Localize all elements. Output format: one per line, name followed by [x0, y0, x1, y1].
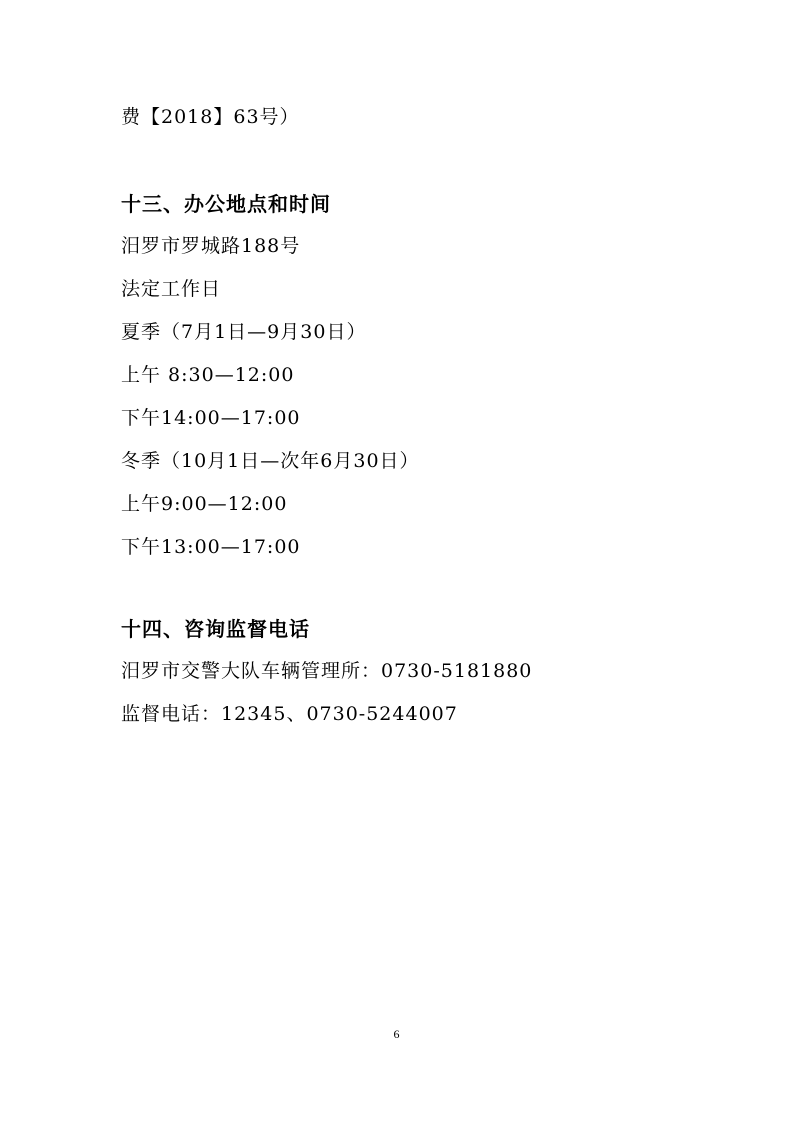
intro-continuation-text: 费【2018】63号） — [121, 106, 300, 128]
supervision-phone: 监督电话：12345、0730-5244007 — [121, 703, 458, 725]
winter-morning-hours: 上午9:00—12:00 — [121, 493, 288, 515]
office-workdays: 法定工作日 — [121, 278, 222, 300]
consultation-phone: 汨罗市交警大队车辆管理所：0730-5181880 — [121, 660, 533, 682]
summer-afternoon-hours: 下午14:00—17:00 — [121, 407, 301, 429]
section-13-heading: 十三、办公地点和时间 — [121, 192, 331, 216]
summer-schedule-label: 夏季（7月1日—9月30日） — [121, 321, 367, 343]
page-number: 6 — [393, 1027, 400, 1041]
winter-schedule-label: 冬季（10月1日—次年6月30日） — [121, 450, 420, 472]
winter-afternoon-hours: 下午13:00—17:00 — [121, 536, 301, 558]
office-address: 汨罗市罗城路188号 — [121, 235, 301, 257]
summer-morning-hours: 上午 8:30—12:00 — [121, 364, 295, 386]
section-14-heading: 十四、咨询监督电话 — [121, 617, 310, 641]
